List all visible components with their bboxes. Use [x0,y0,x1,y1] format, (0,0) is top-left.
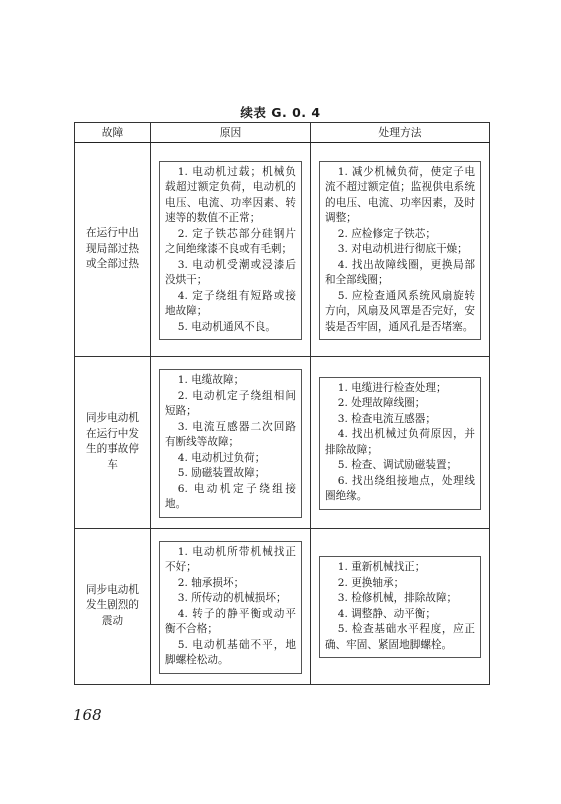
cause-cell [151,528,311,684]
method-item: 1. 减少机械负荷，使定子电流不超过额定值；监视供电系统的电压、电流、功率因素，及时调整； [325,165,475,225]
cause-item: 2. 定子铁芯部分硅钢片之间绝缘漆不良或有毛刺； [165,227,296,256]
header-fault: 故障 [75,123,151,143]
method-cell [311,357,490,529]
method-item: 4. 调整静、动平衡； [337,607,436,620]
method-item: 3. 检修机械，排除故障； [337,592,458,604]
cause-cell [151,143,311,357]
method-cell [311,143,490,357]
table-header-row [75,123,490,143]
cause-item: 6. 电动机定子绕组接地。 [165,482,296,510]
method-item: 3. 对电动机进行彻底干燥； [337,243,468,256]
method-list [319,377,481,510]
method-item: 5. 检查基础水平程度，应正确、牢固、紧固地脚螺栓。 [325,623,475,651]
method-item: 2. 应检修定子铁芯； [337,227,436,240]
method-item: 4. 找出故障线圈，更换局部和全部线圈； [325,258,475,287]
method-list [319,556,481,658]
header-method: 处理方法 [311,123,490,143]
cause-item: 2. 电动机定子绕组相间短路； [165,389,296,417]
method-item: 1. 电缆进行检查处理； [337,381,447,394]
fault-cell [75,357,151,529]
cause-item: 3. 电动机受潮或浸漆后没烘干； [165,258,296,287]
header-cause: 原因 [151,123,311,143]
method-item: 2. 更换轴承； [337,576,405,589]
method-list [319,161,481,341]
cause-item: 4. 电动机过负荷； [177,451,266,464]
table-caption: 续表 G. 0. 4 [240,105,321,120]
cause-item: 5. 电动机通风不良。 [177,320,276,333]
cause-item: 5. 电动机基础不平，地脚螺栓松动。 [165,638,296,666]
method-item: 5. 应检查通风系统风扇旋转方向，风扇及风罩是否完好，安装是否牢固，通风孔是否堵塞。 [325,289,475,333]
fault-cell [75,528,151,684]
cause-item: 1. 电动机过载；机械负载超过额定负荷，电动机的电压、电流、功率因素、转速等的数值不正常； [165,165,296,225]
method-item: 1. 重新机械找正； [337,561,426,573]
method-item: 5. 检查、调试励磁装置； [337,459,458,472]
cause-item: 4. 定子绕组有短路或接地故障； [165,289,296,318]
table-row [75,357,490,529]
fault-label: 同步电动机发生剧烈的震动 [86,583,139,627]
fault-label: 在运行中出现局部过热或全部过热 [86,227,139,271]
cause-item: 4. 转子的静平衡或动平衡不合格； [165,607,296,635]
method-item: 4. 找出机械过负荷原因，并排除故障； [325,428,475,456]
cause-list [159,161,302,341]
cause-cell [151,357,311,529]
cause-list [159,369,302,518]
method-cell [311,528,490,684]
table-row [75,143,490,357]
method-item: 3. 检查电流互感器； [337,412,436,425]
cause-item: 3. 所传动的机械损坏； [177,592,287,604]
cause-item: 2. 轴承损坏； [177,576,245,589]
page-number: 168 [73,706,102,724]
fault-table [74,122,490,685]
table-row [75,528,490,684]
cause-list [159,541,302,674]
cause-item: 5. 励磁装置故障； [177,467,266,479]
method-item: 6. 找出绕组接地点，处理线圈绝缘。 [325,474,475,503]
cause-item: 1. 电动机所带机械找正不好； [165,545,296,573]
method-item: 2. 处理故障线圈； [337,397,426,410]
cause-item: 1. 电缆故障； [177,374,245,386]
fault-label: 同步电动机在运行中发生的事故停车 [86,412,139,471]
cause-item: 3. 电流互感器二次回路有断线等故障； [165,420,296,448]
fault-cell [75,143,151,357]
